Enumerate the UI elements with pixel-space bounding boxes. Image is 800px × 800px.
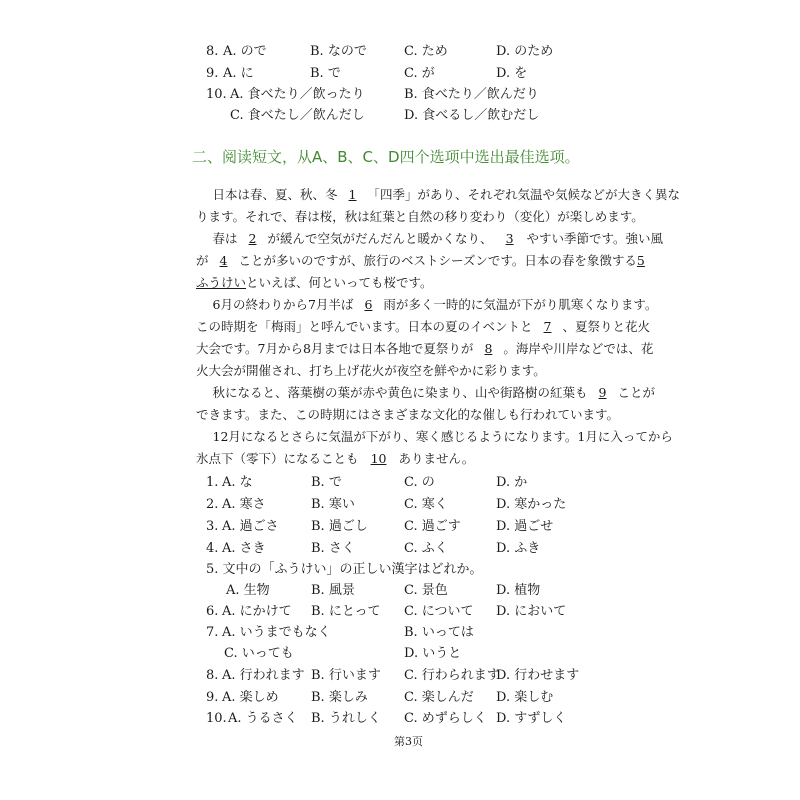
passage-text: ことが	[617, 385, 656, 400]
option-b: B. うれしく	[311, 711, 381, 726]
option-c: C. の	[404, 475, 435, 490]
option-c: C. について	[404, 604, 474, 619]
option-c: C. 食べたし／飲んだし	[230, 108, 365, 123]
option-a: A. な	[222, 475, 253, 490]
option-a: A. 食べたり／飲ったり	[230, 87, 365, 102]
option-d: D. いうと	[404, 646, 462, 661]
option-b: B. 過ごし	[311, 519, 368, 534]
option-d: D. 植物	[496, 583, 541, 598]
q-number: 8.	[206, 668, 219, 683]
passage-line	[200, 231, 664, 247]
blank-4: 4	[219, 253, 228, 268]
blank-5: 5	[636, 253, 645, 268]
option-c: C. めずらしく	[404, 711, 487, 726]
option-d: D. か	[496, 475, 528, 490]
q-number: 2.	[206, 497, 219, 512]
passage-text: 雨が多く一時的に気温が下がり肌寒くなります。	[383, 297, 658, 312]
passage-line	[196, 407, 620, 423]
option-c: C. が	[404, 66, 435, 81]
passage-text: やすい季節です。強い風	[526, 231, 664, 246]
option-b: B. で	[311, 475, 342, 490]
option-d: D. 行わせます	[496, 668, 580, 683]
q-number: 7.	[206, 625, 219, 640]
underlined-fuukei: ふうけい	[196, 275, 247, 290]
q5-prompt	[206, 562, 483, 578]
q-number: 9.	[206, 690, 219, 705]
passage-text: 秋になると、落葉樹の葉が赤や黄色に染まり、山や街路樹の紅葉も	[212, 385, 588, 400]
q-number: 9.	[206, 66, 219, 81]
passage-text: 12月になるとさらに気温が下がり、寒く感じるようになります。1月に入ってから	[212, 429, 673, 444]
option-a: A. さき	[222, 541, 266, 556]
q-number: 8.	[206, 44, 219, 59]
q-number: 10.	[206, 711, 227, 726]
option-b: B. にとって	[311, 604, 381, 619]
passage-line	[200, 385, 656, 401]
passage-text: が	[196, 253, 209, 268]
passage-text: 、夏祭りと花火	[562, 319, 651, 334]
option-d: D. のため	[496, 44, 554, 59]
q-number: 10.	[206, 87, 227, 102]
option-a: A. 行われます	[222, 668, 305, 683]
passage-line	[196, 319, 651, 335]
blank-3: 3	[505, 231, 514, 246]
option-b: B. 行います	[311, 668, 381, 683]
option-b: B. 寒い	[311, 497, 355, 512]
q5-prompt-text: 5. 文中の「ふうけい」の正しい漢字はどれか。	[206, 562, 483, 577]
option-c: C. 寒く	[404, 497, 448, 512]
passage-line	[200, 187, 681, 203]
option-b: B. さく	[311, 541, 355, 556]
blank-8: 8	[484, 341, 493, 356]
blank-1: 1	[348, 187, 357, 202]
option-a: A. 寒さ	[222, 497, 266, 512]
passage-text: 「四季」があり、それぞれ気温や気候などが大きく異な	[367, 187, 681, 202]
page-number: 第3页	[394, 735, 423, 748]
option-c: C. 楽しんだ	[404, 690, 474, 705]
option-d: D. ふき	[496, 541, 541, 556]
option-d: D. において	[496, 604, 567, 619]
passage-text: ありません。	[398, 451, 475, 466]
passage-text: 火大会が開催され、打ち上げ花火が夜空を鮮やかに彩ります。	[196, 363, 546, 378]
q-number: 3.	[206, 519, 219, 534]
passage-line	[196, 209, 644, 225]
passage-text: 6月の終わりから7月半ば	[212, 297, 354, 312]
q-number: 4.	[206, 541, 219, 556]
passage-text: できます。また、この時期にはさまざまな文化的な催しも行われています。	[196, 407, 620, 422]
blank-2: 2	[248, 231, 257, 246]
option-a: A. に	[223, 66, 254, 81]
passage-text: 春は	[212, 231, 238, 246]
option-d: D. すずしく	[496, 711, 567, 726]
option-c: C. 過ごす	[404, 519, 461, 534]
option-a: A. ので	[223, 44, 267, 59]
blank-9: 9	[598, 385, 607, 400]
passage-text: ります。それで、春は桜，秋は紅葉と自然の移り変わり（変化）が楽しめます。	[196, 209, 644, 224]
option-b: B. で	[310, 66, 341, 81]
option-c: C. いっても	[224, 646, 294, 661]
passage-line	[196, 253, 645, 269]
option-d: D. 寒かった	[496, 497, 567, 512]
option-d: D. 楽しむ	[496, 690, 554, 705]
blank-6: 6	[364, 297, 373, 312]
passage-text: 。海岸や川岸などでは、花	[503, 341, 654, 356]
passage-line	[196, 275, 616, 291]
option-b: B. 食べたり／飲んだり	[404, 87, 539, 102]
passage-line	[196, 341, 654, 357]
passage-line	[196, 363, 616, 379]
q-number: 6.	[206, 604, 219, 619]
blank-10: 10	[370, 451, 387, 466]
option-b: B. 風景	[311, 583, 355, 598]
option-a: A. にかけて	[222, 604, 292, 619]
q-number: 1.	[206, 475, 219, 490]
option-c: C. ため	[404, 44, 448, 59]
section-title: 二、阅读短文，从A、B、C、D四个选项中选出最佳选项。	[192, 148, 580, 166]
option-a: A. うるさく	[228, 711, 298, 726]
option-b: B. 楽しみ	[311, 690, 368, 705]
option-a: A. 生物	[226, 583, 270, 598]
passage-line	[200, 429, 673, 445]
passage-text: といえば、何といっても桜です。	[246, 275, 433, 290]
option-b: B. いっては	[404, 625, 474, 640]
option-c: C. 景色	[404, 583, 448, 598]
passage-text: 氷点下（零下）になることも	[196, 451, 359, 466]
option-c: C. 行わられます	[404, 668, 500, 683]
passage-text: この時期を「梅雨」と呼んでいます。日本の夏のイベントと	[196, 319, 533, 334]
blank-7: 7	[543, 319, 552, 334]
option-a: A. いうまでもなく	[222, 625, 331, 640]
option-d: D. 食べるし／飲むだし	[404, 108, 540, 123]
passage-text: 大会です。7月から8月までは日本各地で夏祭りが	[196, 341, 474, 356]
passage-line	[200, 297, 658, 313]
passage-line	[196, 451, 616, 467]
option-a: A. 楽しめ	[222, 690, 279, 705]
option-c: C. ふく	[404, 541, 448, 556]
option-d: D. 過ごせ	[496, 519, 554, 534]
passage-text: が緩んで空気がだんだんと暖かくなり、	[267, 231, 493, 246]
option-a: A. 過ごさ	[222, 519, 279, 534]
passage-text: ことが多いのですが、旅行のベストシーズンです。日本の春を象徴する	[238, 253, 637, 268]
option-b: B. なので	[310, 44, 367, 59]
passage-text: 日本は春、夏、秋、冬	[212, 187, 338, 202]
option-d: D. を	[496, 66, 528, 81]
